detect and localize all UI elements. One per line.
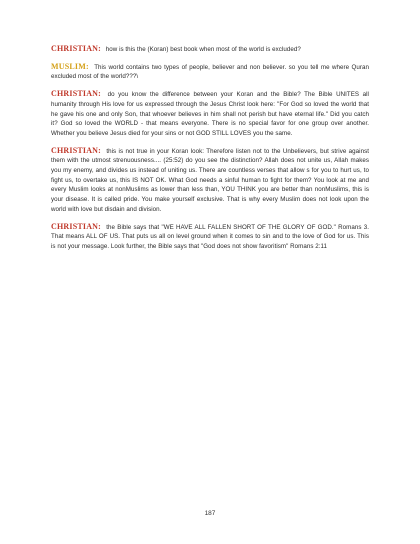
dialogue-paragraph-2: [51, 62, 369, 82]
paragraph-text: this is not true in your Koran look: Therefore listen not to the Unbelievers, but strive against them with the utmost strenuousness.... (25:52) do you see the distinction? Allah does not unite us, Allah makes you my enemy, and divides us instead of uniting us. There are countless verses that allow s for you to hurt us, to fight us, to overtake us, this IS NOT OK. What God needs a sinful human to fight for them? You look at me and every Muslim looks at nonMuslims as lower than less than, YOU THINK you are better than nonMuslims, this is your disease. It is called pride. You make yourself exclusive. That is why every Muslim does not look upon the world with love but disdain and division.: [51, 147, 369, 213]
paragraph-text: how is this the (Koran) best book when most of the world is excluded?: [105, 46, 301, 53]
paragraph-text: This world contains two types of people, believer and non believer. so you tell me where Quran excluded most of the world???\: [51, 63, 369, 81]
dialogue-paragraph-3: [51, 89, 369, 139]
speaker-label-christian: CHRISTIAN:: [51, 89, 102, 99]
speaker-label-christian: CHRISTIAN:: [51, 44, 102, 53]
dialogue-paragraph-4: [51, 146, 369, 215]
speaker-label-christian: CHRISTIAN:: [51, 221, 102, 231]
paragraph-text: do you know the difference between your Koran and the Bible? The Bible UNITES all humanity through His love for us expressed through the Jesus Christ look here: "For God so loved the world that he gave his one and only Son, that whoever believes in him shall not perish but have eternal life." Did you catch it? God so loved the WORLD - that means everyone. There is no special favor for one group over another. Whether you believe Jesus died for your sins or not GOD STILL LOVES you the same.: [51, 91, 369, 137]
dialogue-paragraph-5: [51, 222, 369, 252]
speaker-label-christian: CHRISTIAN:: [51, 145, 102, 155]
dialogue-paragraph-1: [51, 44, 369, 55]
speaker-label-muslim: MUSLIM:: [51, 61, 89, 71]
dialogue-content: [51, 44, 369, 259]
paragraph-text: the Bible says that "WE HAVE ALL FALLEN SHORT OF THE GLORY OF GOD." Romans 3. That means ALL OF US. That puts us all on level ground when it comes to sin and to the love of God for us. This is not your message. Look further, the Bible says that "God does not show favoritism" Romans 2:11: [51, 223, 369, 250]
page-number: 187: [204, 510, 216, 517]
